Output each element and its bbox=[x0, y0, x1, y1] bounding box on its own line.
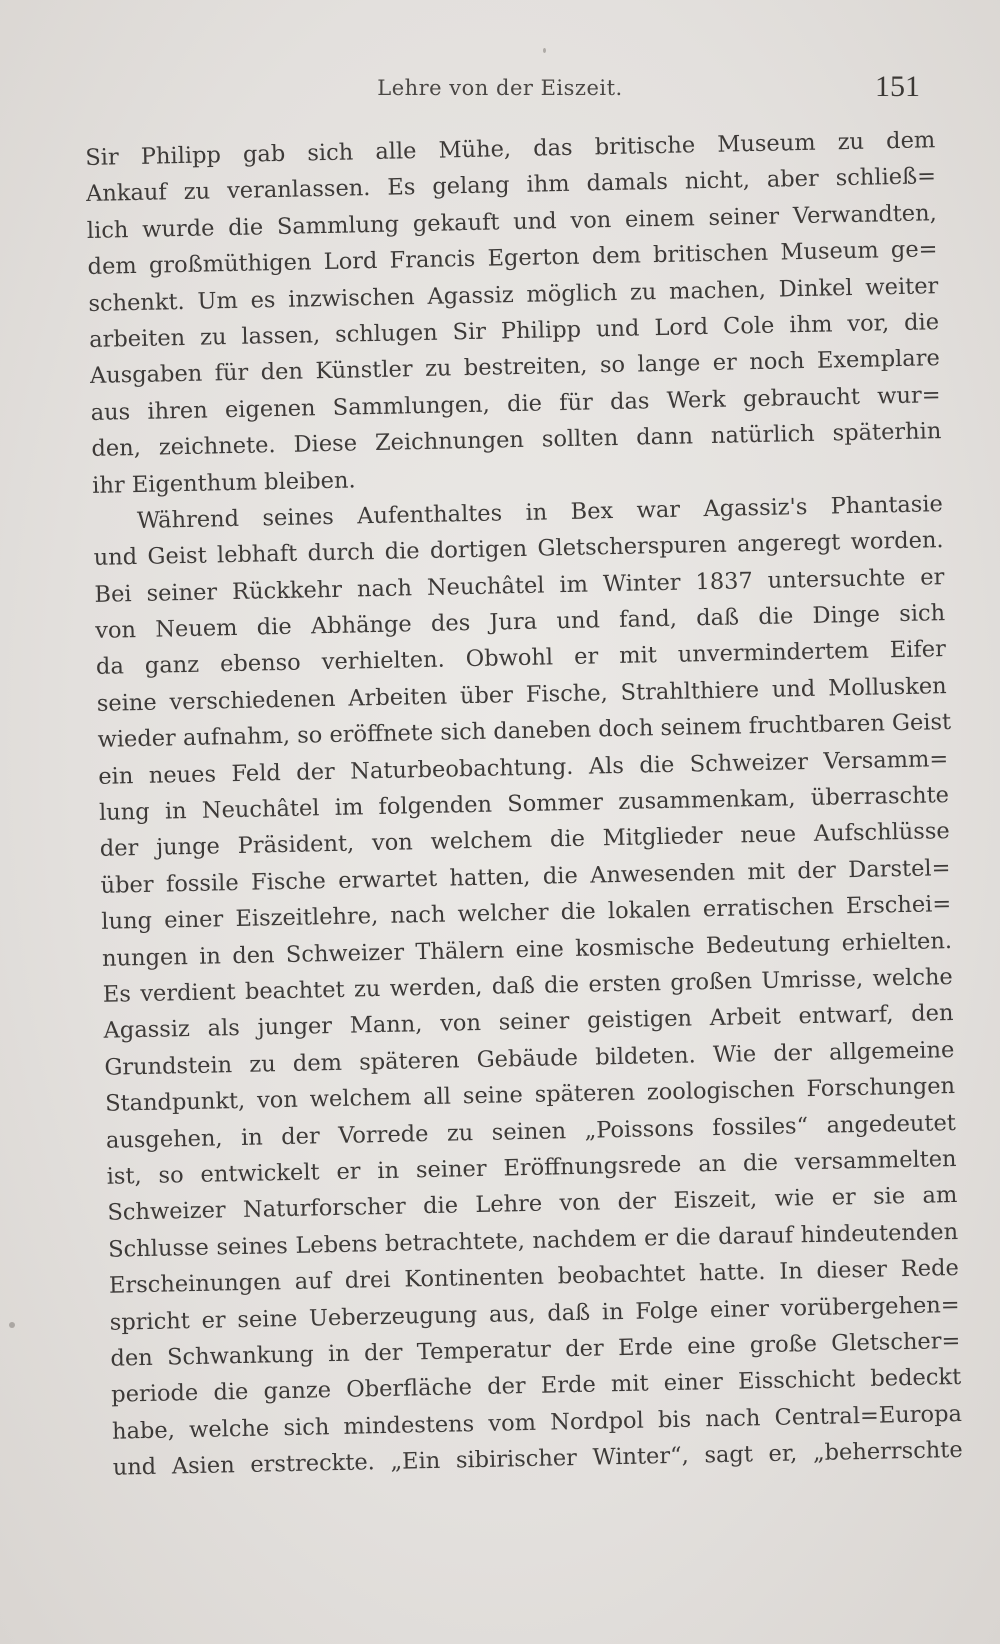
text-line: den Schwankung in der Temperatur der Erde eine große Gletscher= bbox=[110, 1327, 961, 1372]
text-line: habe, welche sich mindestens vom Nordpol bis nach Central=Europa bbox=[111, 1400, 963, 1445]
text-line: ausgehen, in der Vorrede zu seinen „Poissons fossiles“ angedeutet bbox=[105, 1109, 957, 1154]
text-line: wieder aufnahm, so eröffnete sich daneben doch seinem fruchtbaren Geist bbox=[97, 709, 952, 754]
text-line: und Asien erstreckte. „Ein sibirischer Winter“, sagt er, „beherrschte bbox=[112, 1436, 963, 1481]
text-line: Sir Philipp gab sich alle Mühe, das britische Museum zu dem bbox=[85, 127, 936, 171]
text-line: über fossile Fische erwartet hatten, die Anwesenden mit der Darstel= bbox=[100, 854, 951, 899]
text-line: der junge Präsident, von welchem die Mitglieder neue Aufschlüsse bbox=[99, 818, 950, 863]
text-line: den, zeichnete. Diese Zeichnungen sollten dann natürlich späterhin bbox=[91, 418, 942, 463]
text-line: dem großmüthigen Lord Francis Egerton dem britischen Museum ge= bbox=[87, 236, 938, 281]
text-line: periode die ganze Oberfläche der Erde mit einer Eisschicht bedeckt bbox=[111, 1364, 962, 1409]
text-line: Es verdient beachtet zu werden, daß die ersten großen Umrisse, welche bbox=[102, 963, 953, 1008]
text-line: da ganz ebenso verhielten. Obwohl er mit unvermindertem Eifer bbox=[95, 636, 947, 681]
text-line: ist, so entwickelt er in seiner Eröffnungsrede an die versammelten bbox=[106, 1145, 957, 1190]
text-line: Erscheinungen auf drei Kontinenten beobachtet hatte. In dieser Rede bbox=[108, 1255, 960, 1299]
text-line: Standpunkt, von welchem all seine späteren zoologischen Forschungen bbox=[104, 1073, 956, 1117]
text-line: Bei seiner Rückkehr nach Neuchâtel im Winter 1837 untersuchte er bbox=[94, 563, 945, 608]
text-line: spricht er seine Ueberzeugung aus, daß in Folge einer vorübergehen= bbox=[109, 1291, 960, 1336]
text-line: Agassiz als junger Mann, von seiner geistigen Arbeit entwarf, den bbox=[103, 1000, 954, 1045]
text-line: nungen in den Schweizer Thälern eine kosmische Bedeutung erhielten. bbox=[101, 927, 953, 972]
running-head: Lehre von der Eiszeit. bbox=[377, 76, 623, 100]
text-line: schenkt. Um es inzwischen Agassiz möglich zu machen, Dinkel weiter bbox=[88, 272, 939, 317]
text-line: lich wurde die Sammlung gekauft und von einem seiner Verwandten, bbox=[86, 199, 937, 244]
text-line: Ausgaben für den Künstler zu bestreiten, so lange er noch Exemplare bbox=[89, 345, 941, 390]
text-line: ihr Eigenthum bleiben. bbox=[91, 466, 356, 499]
text-line: ein neues Feld der Naturbeobachtung. Als die Schweizer Versamm= bbox=[98, 745, 949, 790]
page-header bbox=[80, 70, 920, 110]
text-line: Schweizer Naturforscher die Lehre von der Eiszeit, wie er sie am bbox=[107, 1182, 958, 1227]
text-line: Ankauf zu veranlassen. Es gelang ihm damals nicht, aber schließ= bbox=[85, 163, 937, 208]
text-line: und Geist lebhaft durch die dortigen Gletscherspuren angeregt worden. bbox=[93, 527, 944, 572]
page-number: 151 bbox=[875, 70, 920, 103]
text-line: arbeiten zu lassen, schlugen Sir Philipp und Lord Cole ihm vor, die bbox=[88, 309, 940, 353]
text-line: aus ihren eigenen Sammlungen, die für das Werk gebraucht wur= bbox=[90, 381, 941, 426]
text-line: von Neuem die Abhänge des Jura und fand, daß die Dinge sich bbox=[95, 600, 946, 644]
text-line: Grundstein zu dem späteren Gebäude bildeten. Wie der allgemeine bbox=[104, 1036, 955, 1081]
body-text bbox=[85, 122, 963, 1486]
paper-speck bbox=[543, 48, 546, 53]
text-line: Schlusse seines Lebens betrachtete, nachdem er die darauf hindeutenden bbox=[107, 1218, 959, 1263]
text-line: lung in Neuchâtel im folgenden Sommer zusammenkam, überraschte bbox=[98, 782, 950, 826]
paper-speck bbox=[9, 1322, 15, 1328]
text-line: lung einer Eiszeitlehre, nach welcher die lokalen erratischen Erschei= bbox=[101, 891, 952, 936]
text-line: seine verschiedenen Arbeiten über Fische, Strahlthiere und Mollusken bbox=[96, 672, 947, 717]
text-line: Während seines Aufenthaltes in Bex war Agassiz's Phantasie bbox=[136, 491, 944, 534]
